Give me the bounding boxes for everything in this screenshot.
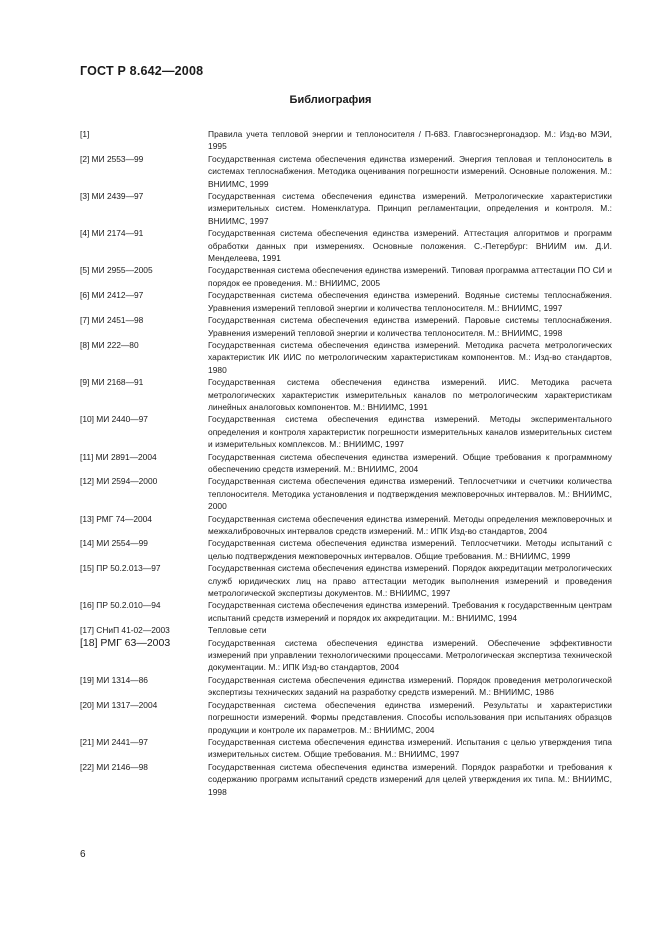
entry-description: Государственная система обеспечения единства измерений. Водяные системы теплоснабжения. Уравнения измерений тепловой энергии и количества теплоносителя. М.: ВНИИМС, 1997	[208, 290, 612, 313]
entry-reference: [6] МИ 2412—97	[80, 290, 144, 301]
entry-reference: [19] МИ 1314—86	[80, 674, 148, 685]
bibliography-entry	[80, 537, 612, 562]
bibliography-entry	[80, 624, 612, 636]
entry-reference: [4] МИ 2174—91	[80, 228, 144, 239]
entry-description: Государственная система обеспечения единства измерений. Испытания с целью утверждения типа измерительных систем. Общие требования. М.: ВНИИМС, 1997	[208, 736, 612, 760]
bibliography-entry	[80, 699, 612, 736]
entry-reference: [7] МИ 2451—98	[80, 315, 144, 326]
entry-description: Государственная система обеспечения единства измерений. Методы экспериментального определения и контроля характеристик погрешности измерительных каналов измерительных систем и измерительных комплексов. М.: ВНИИМС, 1997	[208, 414, 612, 450]
bibliography-entry	[80, 513, 612, 538]
bibliography-entry	[80, 190, 612, 227]
entry-description: Государственная система обеспечения единства измерений. Теплосчетчики. Методы испытаний с целью подтверждения межповерочных интервалов. Общие требования. М.: ВНИИМС, 1999	[208, 538, 612, 561]
bibliography-entry	[80, 227, 612, 264]
bibliography-entry	[80, 264, 612, 289]
entry-reference: [8] МИ 222—80	[80, 339, 139, 350]
entry-reference: [2] МИ 2553—99	[80, 153, 144, 164]
entry-description: Государственная система обеспечения единства измерений. Аттестация алгоритмов и программ обработки данных при измерениях. Основные положения. С.-Петербург: ВНИИМ им. Д.И. Менделеева, 1991	[208, 228, 612, 264]
bibliography-entry	[80, 376, 612, 413]
entry-description: Тепловые сети	[208, 625, 267, 636]
entry-description: Государственная система обеспечения единства измерений. Методика расчета метрологических характеристик ИК ИИС по метрологическим характеристикам компонентов. М.: Изд-во стандартов, 1980	[208, 339, 612, 375]
entry-reference: [15] ПР 50.2.013—97	[80, 563, 161, 574]
bibliography-entry	[80, 637, 612, 674]
bibliography-entry	[80, 413, 612, 450]
entry-description: Государственная система обеспечения единства измерений. Паровые системы теплоснабжения. Уравнения измерений тепловой энергии и количества теплоносителя. М.: ВНИИМС, 1998	[208, 315, 612, 338]
bibliography-entry	[80, 314, 612, 339]
entry-reference: [20] МИ 1317—2004	[80, 699, 158, 710]
entry-reference: [17] СНиП 41-02—2003	[80, 625, 170, 636]
entry-reference: [10] МИ 2440—97	[80, 414, 148, 425]
entry-description: Государственная система обеспечения единства измерений. Порядок проведения метрологической экспертизы технических заданий на разработку средств измерений. М.: ВНИИМС, 1986	[208, 674, 612, 698]
entry-reference: [16] ПР 50.2.010—94	[80, 600, 161, 611]
bibliography-entry	[80, 289, 612, 314]
entry-description: Государственная система обеспечения единства измерений. Порядок разработки и требования к содержанию программ испытаний средств измерений для целей утверждения их типа. М.: ВНИИМС, 1998	[208, 761, 612, 797]
entry-reference: [9] МИ 2168—91	[80, 377, 144, 388]
bibliography-entry	[80, 128, 612, 153]
entry-description: Государственная система обеспечения единства измерений. ИИС. Методика расчета метрологических характеристик измерительных каналов по метрологическим характеристикам линейных аналоговых компонентов. М.: ВНИИМС, 1991	[208, 377, 612, 412]
entry-description: Правила учета тепловой энергии и теплоносителя / П-683. Главгосэнергонадзор. М.: Изд-во МЭИ, 1995	[208, 129, 612, 152]
entry-description: Государственная система обеспечения единства измерений. Энергия тепловая и теплоноситель в системах теплоснабжения. Методика оценивания погрешности измерений. Основные положения. М.: ВНИИМС, 1999	[208, 153, 612, 189]
section-title: Библиография	[289, 94, 372, 106]
entry-reference: [14] МИ 2554—99	[80, 538, 148, 549]
entry-description: Государственная система обеспечения единства измерений. Метрологические характеристики измерительных систем. Номенклатура. Принцип регламентации, определения и контроля. М.: ВНИИМС, 1997	[208, 191, 612, 226]
entry-description: Государственная система обеспечения единства измерений. Порядок аккредитации метрологических служб юридических лиц на право аттестации методик выполнения измерений и проведения метрологической экспертизы документов. М.: ВНИИМС, 1997	[208, 563, 612, 599]
bibliography-entry	[80, 153, 612, 190]
bibliography-list	[80, 128, 612, 798]
bibliography-entry	[80, 736, 612, 761]
entry-reference: [18] РМГ 63—2003	[80, 636, 171, 649]
entry-reference: [12] МИ 2594—2000	[80, 476, 158, 487]
bibliography-entry	[80, 599, 612, 624]
entry-reference: [11] МИ 2891—2004	[80, 451, 157, 462]
bibliography-entry	[80, 761, 612, 798]
entry-description: Государственная система обеспечения единства измерений. Общие требования к программному обеспечению средств измерений. М.: ВНИИМС, 2004	[208, 451, 612, 474]
entry-description: Государственная система обеспечения единства измерений. Требования к государственным центрам испытаний средств измерений и порядок их аккредитации. М.: ВНИИМС, 1994	[208, 600, 612, 623]
bibliography-entry	[80, 451, 612, 476]
entry-reference: [3] МИ 2439—97	[80, 191, 144, 202]
entry-description: Государственная система обеспечения единства измерений. Результаты и характеристики погрешности измерений. Формы представления. Способы использования при испытаниях образцов продукции и контроле их параметров. М.: ВНИИМС, 2004	[208, 699, 612, 735]
entry-reference: [22] МИ 2146—98	[80, 761, 148, 772]
page-number: 6	[80, 849, 86, 860]
bibliography-entry	[80, 674, 612, 699]
entry-description: Государственная система обеспечения единства измерений. Типовая программа аттестации ПО СИ и порядок ее проведения. М.: ВНИИМС, 2005	[208, 265, 612, 288]
entry-reference: [21] МИ 2441—97	[80, 736, 148, 747]
bibliography-entry	[80, 339, 612, 376]
entry-description: Государственная система обеспечения единства измерений. Теплосчетчики и счетчики количества теплоносителя. Методика установления и подтверждения межповерочных интервалов. М.: ВНИИМС, 2000	[208, 476, 612, 512]
entry-reference: [5] МИ 2955—2005	[80, 265, 153, 276]
entry-description: Государственная система обеспечения единства измерений. Обеспечение эффективности измерений при управлении технологическими процессами. Метрологическая экспертиза технической документации. М.: ИПК Изд-во стандартов, 2004	[208, 637, 612, 673]
standard-designation: ГОСТ Р 8.642—2008	[80, 64, 204, 78]
entry-reference: [1]	[80, 129, 90, 139]
bibliography-entry	[80, 562, 612, 599]
bibliography-entry	[80, 475, 612, 512]
entry-description: Государственная система обеспечения единства измерений. Методы определения межповерочных и межкалибровочных интервалов средств измерений. М.: ИПК Изд-во стандартов, 2004	[208, 513, 612, 536]
entry-reference: [13] РМГ 74—2004	[80, 513, 152, 524]
